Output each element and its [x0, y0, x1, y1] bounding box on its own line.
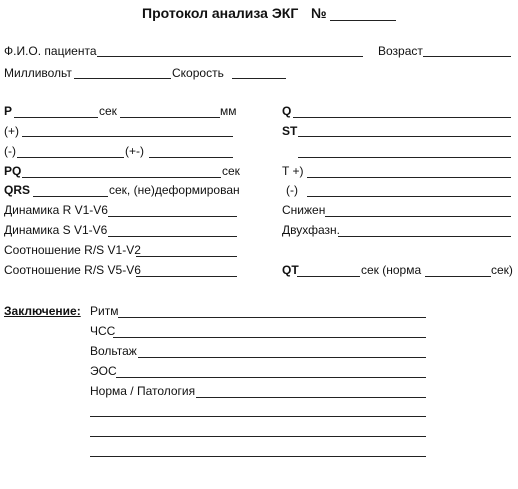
t-plus-field[interactable] — [307, 177, 511, 178]
qt-end-text: сек) — [491, 263, 513, 277]
conclusion-line-1[interactable] — [90, 416, 426, 417]
q-label: Q — [282, 104, 292, 118]
reduced-label: Снижен — [282, 203, 326, 217]
plusminus-label: (+-) — [125, 144, 144, 158]
p-sec-label: сек — [99, 104, 117, 118]
speed-label: Скорость — [172, 66, 224, 80]
rs-v5v6-field[interactable] — [136, 276, 237, 277]
conclusion-line-3[interactable] — [90, 456, 426, 457]
plus-field[interactable] — [22, 136, 233, 137]
plus-label: (+) — [4, 124, 19, 138]
age-label: Возраст — [378, 44, 423, 58]
qrs-label: QRS — [4, 183, 31, 197]
rhythm-label: Ритм — [90, 304, 119, 318]
minus-field[interactable] — [17, 157, 124, 158]
dyn-s-label: Динамика S V1-V6 — [4, 223, 108, 237]
conclusion-line-2[interactable] — [90, 436, 426, 437]
norm-pathology-label: Норма / Патология — [90, 384, 196, 398]
hr-label: ЧСС — [90, 324, 116, 338]
voltage-label: Вольтаж — [90, 344, 137, 358]
st-label: ST — [282, 124, 298, 138]
t-plus-label: T +) — [282, 164, 304, 178]
dyn-r-field[interactable] — [108, 216, 237, 217]
pq-label: PQ — [4, 164, 22, 178]
qt-field[interactable] — [297, 276, 360, 277]
age-field[interactable] — [423, 56, 511, 57]
speed-field[interactable] — [232, 78, 286, 79]
conclusion-label: Заключение: — [4, 304, 81, 318]
qt-norm-text: сек (норма — [361, 263, 422, 277]
patient-field[interactable] — [97, 56, 363, 57]
p-label: P — [4, 104, 13, 118]
rs-v1v2-label: Соотношение R/S V1-V2 — [4, 243, 141, 257]
patient-label: Ф.И.О. пациента — [4, 44, 97, 58]
q-field[interactable] — [293, 117, 511, 118]
p-mm-field[interactable] — [120, 117, 220, 118]
biphasic-label: Двухфазн. — [282, 223, 340, 237]
page-title: Протокол анализа ЭКГ — [142, 5, 299, 21]
qt-norm-field[interactable] — [425, 276, 491, 277]
voltage-field[interactable] — [138, 357, 426, 358]
qrs-text: сек, (не)деформирован — [109, 183, 240, 197]
t-minus-field[interactable] — [307, 196, 511, 197]
st-field-1[interactable] — [298, 136, 511, 137]
number-sign: № — [311, 5, 327, 21]
minus-label: (-) — [4, 144, 16, 158]
eos-field[interactable] — [116, 377, 426, 378]
hr-field[interactable] — [113, 337, 426, 338]
rs-v1v2-field[interactable] — [136, 256, 237, 257]
norm-pathology-field[interactable] — [196, 397, 426, 398]
millivolt-field[interactable] — [74, 78, 171, 79]
plusminus-field[interactable] — [149, 157, 233, 158]
p-sec-field[interactable] — [14, 117, 98, 118]
protocol-number-field[interactable] — [330, 20, 396, 21]
pq-sec-label: сек — [222, 164, 240, 178]
reduced-field[interactable] — [325, 216, 511, 217]
dyn-r-label: Динамика R V1-V6 — [4, 203, 108, 217]
qt-label: QT — [282, 263, 299, 277]
t-minus-label: (-) — [286, 183, 298, 197]
eos-label: ЭОС — [90, 364, 117, 378]
st-field-2[interactable] — [298, 157, 511, 158]
p-mm-label: мм — [220, 104, 237, 118]
millivolt-label: Милливольт — [4, 66, 72, 80]
rhythm-field[interactable] — [118, 317, 426, 318]
rs-v5v6-label: Соотношение R/S V5-V6 — [4, 263, 141, 277]
pq-field[interactable] — [22, 177, 221, 178]
biphasic-field[interactable] — [338, 236, 511, 237]
qrs-field[interactable] — [33, 196, 108, 197]
dyn-s-field[interactable] — [108, 236, 237, 237]
